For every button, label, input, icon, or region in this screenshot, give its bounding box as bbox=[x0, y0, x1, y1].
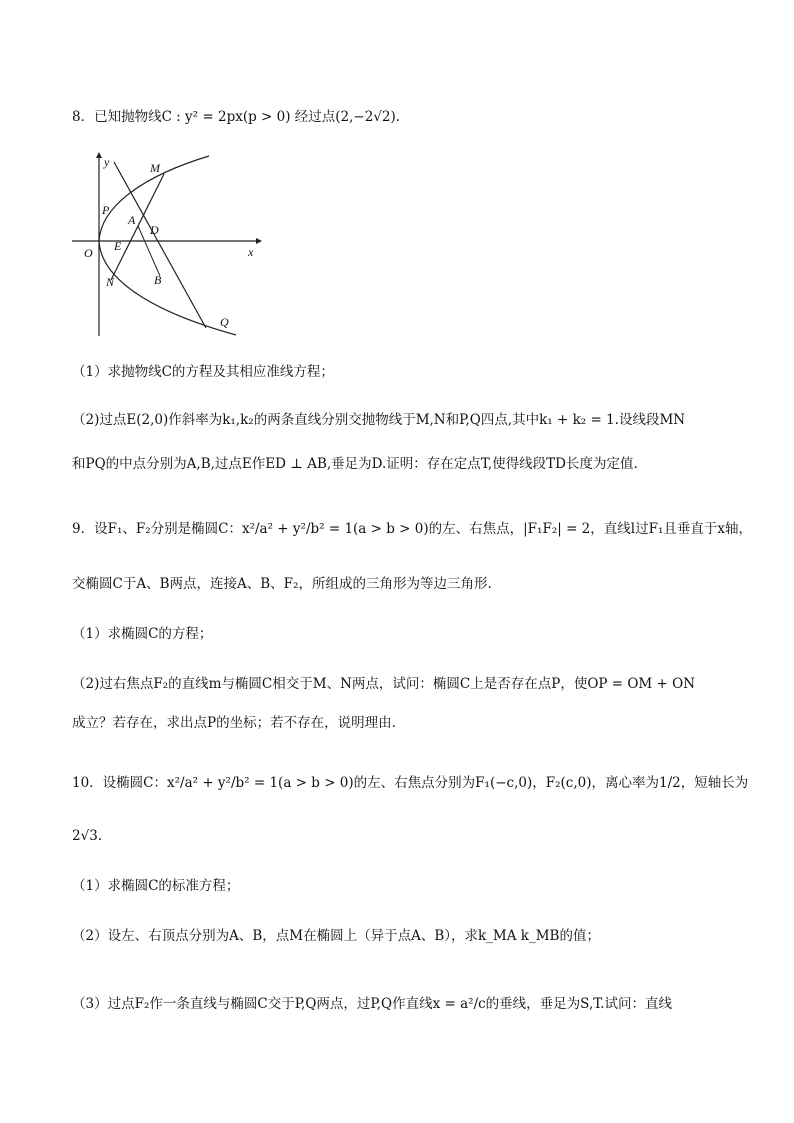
q9-line2: 交椭圆C于A、B两点，连接A、B、F₂，所组成的三角形为等边三角形. bbox=[72, 576, 492, 592]
label-e: E bbox=[114, 239, 122, 253]
label-y: y bbox=[104, 155, 110, 169]
label-x: x bbox=[248, 245, 254, 259]
parabola-figure bbox=[66, 150, 266, 340]
q8-part2-line2: 和PQ的中点分别为A,B,过点E作ED ⊥ AB,垂足为D.证明：存在定点T,使得线段TD长度为定值. bbox=[72, 456, 638, 472]
label-m: M bbox=[150, 161, 160, 175]
q9-part2-line2: 成立？若存在，求出点P的坐标；若不存在，说明理由. bbox=[72, 715, 396, 731]
y-axis-arrow bbox=[96, 152, 102, 158]
q10-part2: （2）设左、右顶点分别为A、B，点M在椭圆上（异于点A、B），求k_MA k_MB的值； bbox=[72, 928, 600, 944]
q8-part2-line1: （2)过点E(2,0)作斜率为k₁,k₂的两条直线分别交抛物线于M,N和P,Q四点,其中k₁ + k₂ = 1.设线段MN bbox=[72, 412, 686, 428]
q9-part2-line1: （2)过右焦点F₂的直线m与椭圆C相交于M、N两点，试问：椭圆C上是否存在点P，使OP = OM + ON bbox=[72, 676, 696, 692]
label-p: P bbox=[102, 203, 110, 217]
line-pq bbox=[114, 162, 206, 328]
label-q: Q bbox=[220, 315, 229, 329]
label-o: O bbox=[84, 246, 93, 260]
q10-line1: 10．设椭圆C：x²/a² + y²/b² = 1(a > b > 0)的左、右焦点分别为F₁(−c,0)，F₂(c,0)，离心率为1/2，短轴长为 bbox=[72, 775, 749, 791]
x-axis-arrow bbox=[256, 238, 262, 244]
label-d: D bbox=[150, 223, 159, 237]
q10-line2: 2√3. bbox=[72, 828, 103, 844]
label-n: N bbox=[106, 275, 115, 289]
q9-line1: 9．设F₁、F₂分别是椭圆C：x²/a² + y²/b² = 1(a > b > 0)的左、右焦点，|F₁F₂| = 2，直线l过F₁且垂直于x轴， bbox=[72, 521, 752, 537]
label-a: A bbox=[128, 213, 136, 227]
q8-stem: 8．已知抛物线C : y² = 2px(p > 0) 经过点(2,−2√2). bbox=[72, 109, 401, 125]
q9-part1: （1）求椭圆C的方程； bbox=[72, 626, 213, 642]
q10-part3: （3）过点F₂作一条直线与椭圆C交于P,Q两点，过P,Q作直线x = a²/c的垂线，垂足为S,T.试问：直线 bbox=[72, 996, 673, 1012]
q10-part1: （1）求椭圆C的标准方程； bbox=[72, 878, 240, 894]
q8-part1: （1）求抛物线C的方程及其相应准线方程； bbox=[72, 364, 334, 380]
label-b: B bbox=[154, 273, 162, 287]
